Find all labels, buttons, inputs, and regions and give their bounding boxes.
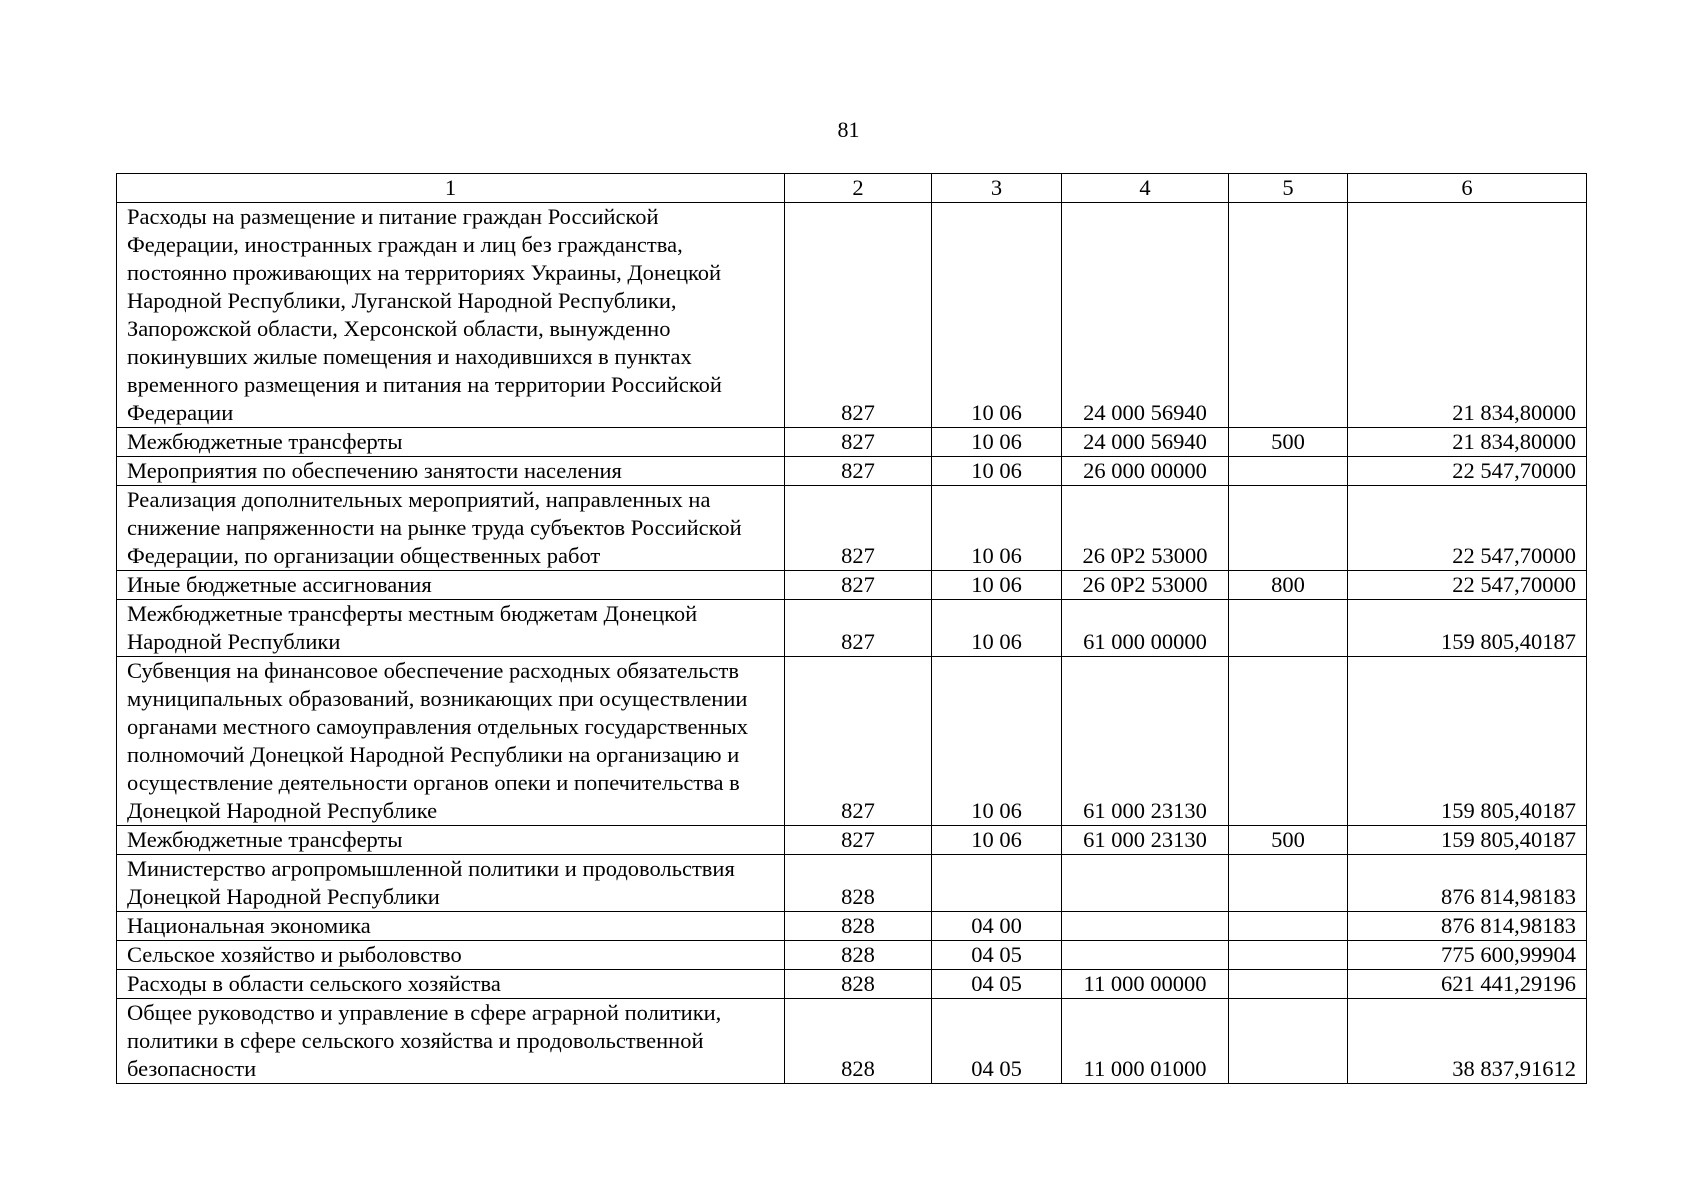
row-expense-type (1229, 203, 1348, 428)
row-section: 04 05 (932, 999, 1062, 1084)
row-expense-type (1229, 941, 1348, 970)
header-row (117, 174, 1587, 203)
row-target-article (1062, 855, 1229, 912)
row-name: Мероприятия по обеспечению занятости населения (117, 457, 785, 486)
row-amount: 621 441,29196 (1348, 970, 1587, 999)
row-section: 04 00 (932, 912, 1062, 941)
row-name: Реализация дополнительных мероприятий, направленных на снижение напряженности на рынке труда субъектов Российской Федерации, по организации общественных работ (117, 486, 785, 571)
row-amount: 159 805,40187 (1348, 600, 1587, 657)
row-target-article: 26 0P2 53000 (1062, 486, 1229, 571)
row-amount: 876 814,98183 (1348, 912, 1587, 941)
header-col-2: 2 (785, 174, 932, 203)
row-ved: 828 (785, 855, 932, 912)
header-col-4: 4 (1062, 174, 1229, 203)
row-target-article: 24 000 56940 (1062, 428, 1229, 457)
row-ved: 827 (785, 571, 932, 600)
row-expense-type (1229, 486, 1348, 571)
row-name: Межбюджетные трансферты (117, 826, 785, 855)
table-row (117, 826, 1587, 855)
row-amount: 876 814,98183 (1348, 855, 1587, 912)
table-row (117, 999, 1587, 1084)
header-col-5: 5 (1229, 174, 1348, 203)
row-expense-type: 500 (1229, 826, 1348, 855)
row-name: Межбюджетные трансферты местным бюджетам Донецкой Народной Республики (117, 600, 785, 657)
row-ved: 827 (785, 486, 932, 571)
row-amount: 22 547,70000 (1348, 486, 1587, 571)
table-row (117, 457, 1587, 486)
table-row (117, 600, 1587, 657)
row-ved: 827 (785, 203, 932, 428)
header-col-1: 1 (117, 174, 785, 203)
row-amount: 159 805,40187 (1348, 657, 1587, 826)
row-section: 04 05 (932, 970, 1062, 999)
table-row (117, 203, 1587, 428)
row-expense-type: 800 (1229, 571, 1348, 600)
table-row (117, 941, 1587, 970)
header-col-3: 3 (932, 174, 1062, 203)
row-name: Субвенция на финансовое обеспечение расходных обязательств муниципальных образований, возникающих при осуществлении органами местного самоуправления отдельных государственных полномочий Донецкой Народной Республики на организацию и осуществление деятельности органов опеки и попечительства в Донецкой Народной Республике (117, 657, 785, 826)
row-ved: 827 (785, 657, 932, 826)
row-ved: 827 (785, 428, 932, 457)
row-target-article (1062, 912, 1229, 941)
row-amount: 159 805,40187 (1348, 826, 1587, 855)
row-name: Межбюджетные трансферты (117, 428, 785, 457)
page-number: 81 (837, 117, 860, 142)
row-amount: 21 834,80000 (1348, 428, 1587, 457)
row-target-article (1062, 941, 1229, 970)
row-name: Национальная экономика (117, 912, 785, 941)
row-target-article: 24 000 56940 (1062, 203, 1229, 428)
row-amount: 22 547,70000 (1348, 571, 1587, 600)
row-expense-type (1229, 657, 1348, 826)
row-expense-type (1229, 855, 1348, 912)
table-row (117, 428, 1587, 457)
row-ved: 828 (785, 999, 932, 1084)
row-amount: 775 600,99904 (1348, 941, 1587, 970)
table-row (117, 486, 1587, 571)
row-amount: 21 834,80000 (1348, 203, 1587, 428)
row-amount: 38 837,91612 (1348, 999, 1587, 1084)
row-ved: 828 (785, 941, 932, 970)
row-ved: 828 (785, 912, 932, 941)
table-row (117, 571, 1587, 600)
row-target-article: 61 000 00000 (1062, 600, 1229, 657)
row-section: 04 05 (932, 941, 1062, 970)
row-name: Министерство агропромышленной политики и продовольствия Донецкой Народной Республики (117, 855, 785, 912)
row-section: 10 06 (932, 203, 1062, 428)
row-section: 10 06 (932, 826, 1062, 855)
row-target-article: 26 000 00000 (1062, 457, 1229, 486)
row-target-article: 11 000 01000 (1062, 999, 1229, 1084)
row-section: 10 06 (932, 486, 1062, 571)
row-name: Расходы в области сельского хозяйства (117, 970, 785, 999)
row-section: 10 06 (932, 657, 1062, 826)
row-section: 10 06 (932, 600, 1062, 657)
row-ved: 827 (785, 457, 932, 486)
row-ved: 828 (785, 970, 932, 999)
row-ved: 827 (785, 826, 932, 855)
row-name: Общее руководство и управление в сфере аграрной политики, политики в сфере сельского хозяйства и продовольственной безопасности (117, 999, 785, 1084)
table-row (117, 855, 1587, 912)
row-target-article: 11 000 00000 (1062, 970, 1229, 999)
row-expense-type: 500 (1229, 428, 1348, 457)
row-section: 10 06 (932, 428, 1062, 457)
table-row (117, 970, 1587, 999)
row-expense-type (1229, 457, 1348, 486)
header-col-6: 6 (1348, 174, 1587, 203)
row-section: 10 06 (932, 457, 1062, 486)
table-row (117, 657, 1587, 826)
budget-table (116, 173, 1587, 1084)
row-target-article: 61 000 23130 (1062, 657, 1229, 826)
row-expense-type (1229, 912, 1348, 941)
row-target-article: 26 0P2 53000 (1062, 571, 1229, 600)
row-expense-type (1229, 999, 1348, 1084)
row-name: Иные бюджетные ассигнования (117, 571, 785, 600)
table-row (117, 912, 1587, 941)
row-section (932, 855, 1062, 912)
row-amount: 22 547,70000 (1348, 457, 1587, 486)
row-name: Расходы на размещение и питание граждан Российской Федерации, иностранных граждан и лиц без гражданства, постоянно проживающих на территориях Украины, Донецкой Народной Республики, Луганской Народной Республики, Запорожской области, Херсонской области, вынужденно покинувших жилые помещения и находившихся в пунктах временного размещения и питания на территории Российской Федерации (117, 203, 785, 428)
row-name: Сельское хозяйство и рыболовство (117, 941, 785, 970)
row-target-article: 61 000 23130 (1062, 826, 1229, 855)
row-expense-type (1229, 600, 1348, 657)
row-ved: 827 (785, 600, 932, 657)
row-section: 10 06 (932, 571, 1062, 600)
row-expense-type (1229, 970, 1348, 999)
